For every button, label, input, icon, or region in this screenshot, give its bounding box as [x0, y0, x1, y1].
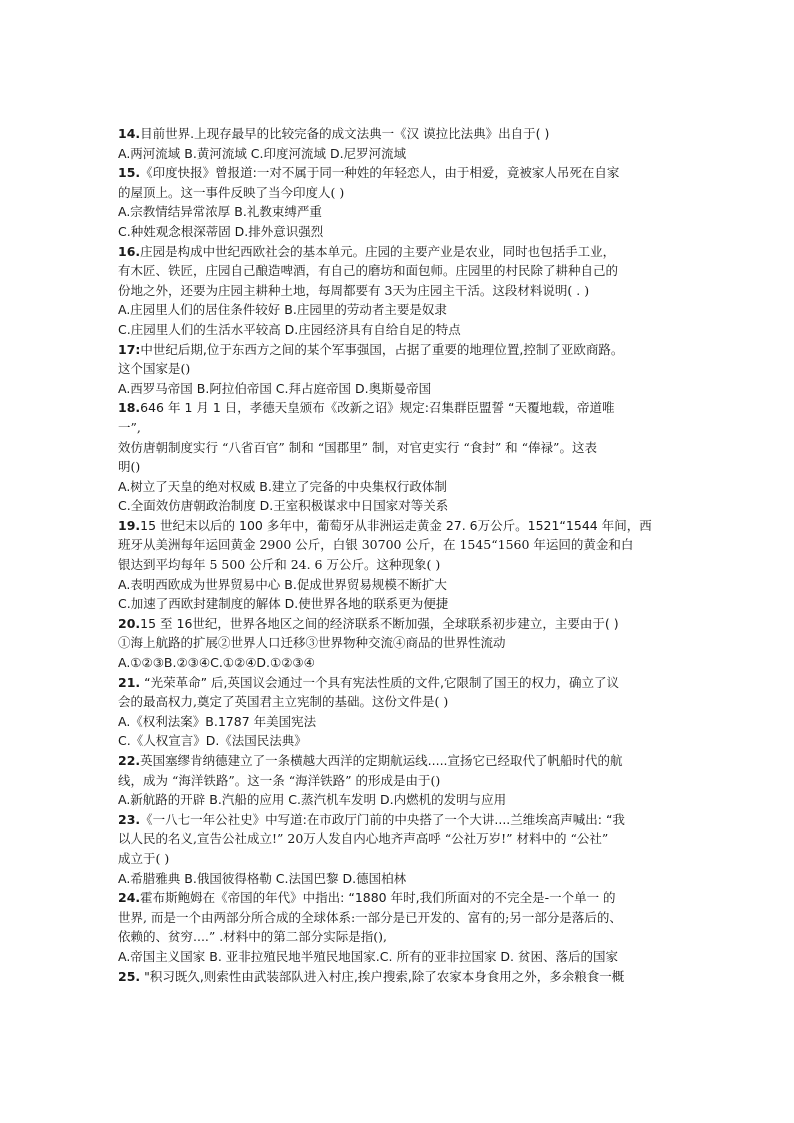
answer-options: [118, 731, 678, 751]
answer-options: [118, 869, 678, 889]
answer-options: [118, 144, 678, 164]
question-number: 19.: [118, 517, 141, 533]
question-number: 22.: [118, 753, 141, 768]
line-text: ①海上航路的扩展②世界人口迁移③世界物种交流④商品的世界性流动: [118, 635, 506, 651]
answer-options: [118, 790, 678, 810]
line-text: 银达到平均每年 5 500 公斤和 24. 6 万公斤。这种现象( ): [118, 557, 441, 573]
line-text: 的屋顶上。这一事件反映了当今印度人( ): [118, 184, 345, 200]
options-text: A.庄园里人们的居住条件较好 B.庄园里的劳动者主要是奴隶: [118, 302, 447, 318]
line-text: 15 世纪末以后的 100 多年中，葡萄牙从非洲运走黄金 27. 6万公斤。1521“1544 年间，西: [140, 517, 652, 533]
text-line: [118, 849, 678, 869]
question-number: 16.: [118, 243, 141, 259]
question-number: 25.: [118, 968, 141, 984]
options-text: A.帝国主义国家 B. 亚非拉殖民地半殖民地国家.C. 所有的亚非拉国家 D. 贫困、落后的国家: [118, 948, 618, 964]
line-text: 庄园是构成中世纪西欧社会的基本单元。庄园的主要产业是农业，同时也包括手工业，: [140, 243, 616, 259]
question-number: 18.: [118, 400, 141, 416]
line-text: 有木匠、铁匠，庄园自己酿造啤酒，有自己的磨坊和面包师。庄园里的村民除了耕种自己的: [118, 263, 619, 279]
line-text: 会的最高权力,奠定了英国君主立宪制的基础。这份文件是( ): [118, 694, 449, 710]
line-text: 646 年 1 月 1 日，孝德天皇颁布《改新之诏》规定:召集群臣盟誓 “天覆地载，帝道唯: [140, 400, 615, 416]
question-stem: [118, 340, 678, 360]
options-text: C.种姓观念根深蒂固 D.排外意识强烈: [118, 223, 324, 239]
text-line: [118, 457, 678, 477]
line-text: “光荣革命” 后,英国议会通过一个具有宪法性质的文件,它限制了国王的权力，确立了议: [140, 674, 620, 690]
line-text: 效仿唐朝制度实行 “八省百官” 制和 “国郡里” 制，对官吏实行 “食封” 和 “俸禄”。这表: [118, 439, 597, 455]
text-line: [118, 183, 678, 203]
text-line: [118, 555, 678, 575]
line-text: 15 至 16世纪，世界各地区之间的经济联系不断加强，全球联系初步建立，主要由于( ): [140, 615, 619, 631]
text-line: [118, 829, 678, 849]
answer-options: [118, 712, 678, 732]
text-line: [118, 359, 678, 379]
answer-options: [118, 300, 678, 320]
answer-options: [118, 947, 678, 967]
answer-options: [118, 222, 678, 242]
line-text: 以人民的名义,宣告公社成立!” 20万人发自内心地齐声高呼 “公社万岁!” 材料中的 “公社”: [118, 831, 609, 847]
answer-options: [118, 320, 678, 340]
options-text: C.加速了西欧封建制度的解体 D.使世界各地的联系更为便捷: [118, 596, 449, 612]
answer-options: [118, 379, 678, 399]
answer-options: [118, 496, 678, 516]
line-text: 这个国家是(): [118, 361, 191, 377]
answer-options: [118, 653, 678, 673]
text-line: [118, 261, 678, 281]
options-text: C.《人权宣言》D.《法国民法典》: [118, 733, 307, 749]
line-text: 《一八七一年公社史》中写道:在市政厅门前的中央搭了一个大讲....兰维埃高声喊出: “我: [140, 811, 625, 827]
line-text: "积习既久,则索性由武装部队进入村庄,挨户搜索,除了农家本身食用之外，多余粮食一概: [140, 968, 625, 984]
answer-options: [118, 202, 678, 222]
question-number: 17:: [118, 341, 141, 357]
line-text: 英国塞缪肯纳德建立了一条横越大西洋的定期航运线.....宣扬它已经取代了帆船时代的航: [140, 753, 623, 768]
line-text: 《印度快报》曾报道:一对不属于同一种姓的年轻恋人，由于相爱，竟被家人吊死在自家: [140, 165, 620, 181]
text-line: [118, 771, 678, 791]
question-stem: [118, 751, 678, 771]
line-text: 中世纪后期,位于东西方之间的某个军事强国，占据了重要的地理位置,控制了亚欧商路。: [140, 341, 624, 357]
question-stem: [118, 888, 678, 908]
options-text: A.西罗马帝国 B.阿拉伯帝国 C.拜占庭帝国 D.奥斯曼帝国: [118, 380, 432, 396]
question-number: 24.: [118, 890, 141, 906]
options-text: C.全面效仿唐朝政治制度 D.王室积极谋求中日国家对等关系: [118, 498, 449, 514]
options-text: A.希腊雅典 B.俄国彼得格勒 C.法国巴黎 D.德国柏林: [118, 870, 407, 886]
line-text: 依赖的、贫穷....” .材料中的第二部分实际是指(),: [118, 929, 387, 945]
question-number: 21.: [118, 674, 141, 690]
options-text: A.《权利法案》B.1787 年美国宪法: [118, 713, 317, 729]
question-stem: [118, 673, 678, 693]
question-stem: [118, 614, 678, 634]
text-line: [118, 692, 678, 712]
question-number: 20.: [118, 615, 141, 631]
question-number: 23.: [118, 811, 141, 827]
line-text: 世界, 而是一个由两部分所合成的全球体系:一部分是已开发的、富有的;另一部分是落后的、: [118, 909, 622, 925]
line-text: 目前世界.上现存最早的比较完备的成文法典一《汉 谟拉比法典》出自于( ): [140, 126, 550, 141]
question-stem: [118, 124, 678, 144]
line-text: 霍布斯鲍姆在《帝国的年代》中指出: “1880 年时,我们所面对的不完全是-一个单一 的: [140, 890, 616, 906]
question-number: 14.: [118, 126, 141, 141]
line-text: 班牙从美洲每年运回黄金 2900 公斤，白银 30700 公斤，在 1545“1560 年运回的黄金和白: [118, 537, 634, 553]
exam-page: [118, 124, 678, 986]
text-line: [118, 927, 678, 947]
answer-options: [118, 594, 678, 614]
options-text: A.表明西欧成为世界贸易中心 B.促成世界贸易规模不断扩大: [118, 576, 447, 592]
question-stem: [118, 516, 678, 536]
text-line: [118, 633, 678, 653]
line-text: 线，成为 “海洋铁路”。这一条 “海洋铁路” 的形成是由于(): [118, 772, 441, 788]
question-stem: [118, 810, 678, 830]
options-text: A.①②③B.②③④C.①②④D.①②③④: [118, 655, 315, 671]
question-stem: [118, 163, 678, 183]
text-line: [118, 418, 678, 438]
question-stem: [118, 967, 678, 987]
question-stem: [118, 242, 678, 262]
options-text: A.新航路的开辟 B.汽船的应用 C.蒸汽机车发明 D.内燃机的发明与应用: [118, 792, 507, 808]
question-number: 15.: [118, 165, 141, 181]
answer-options: [118, 575, 678, 595]
text-line: [118, 535, 678, 555]
question-stem: [118, 398, 678, 418]
line-text: 成立于( ): [118, 850, 170, 866]
options-text: A.两河流域 B.黄河流域 C.印度河流域 D.尼罗河流域: [118, 145, 407, 161]
options-text: C.庄园里人们的生活水平较高 D.庄园经济具有自给自足的特点: [118, 321, 461, 337]
options-text: A.宗教情结异常浓厚 B.礼教束缚严重: [118, 204, 322, 220]
options-text: A.树立了天皇的绝对权威 B.建立了完备的中央集权行政体制: [118, 478, 447, 494]
line-text: 一”,: [118, 419, 141, 435]
line-text: 明(): [118, 459, 141, 475]
text-line: [118, 438, 678, 458]
text-line: [118, 908, 678, 928]
text-line: [118, 281, 678, 301]
line-text: 份地之外，还要为庄园主耕种土地，每周都要有 3天为庄园主干活。这段材料说明( . ): [118, 282, 590, 298]
answer-options: [118, 477, 678, 497]
